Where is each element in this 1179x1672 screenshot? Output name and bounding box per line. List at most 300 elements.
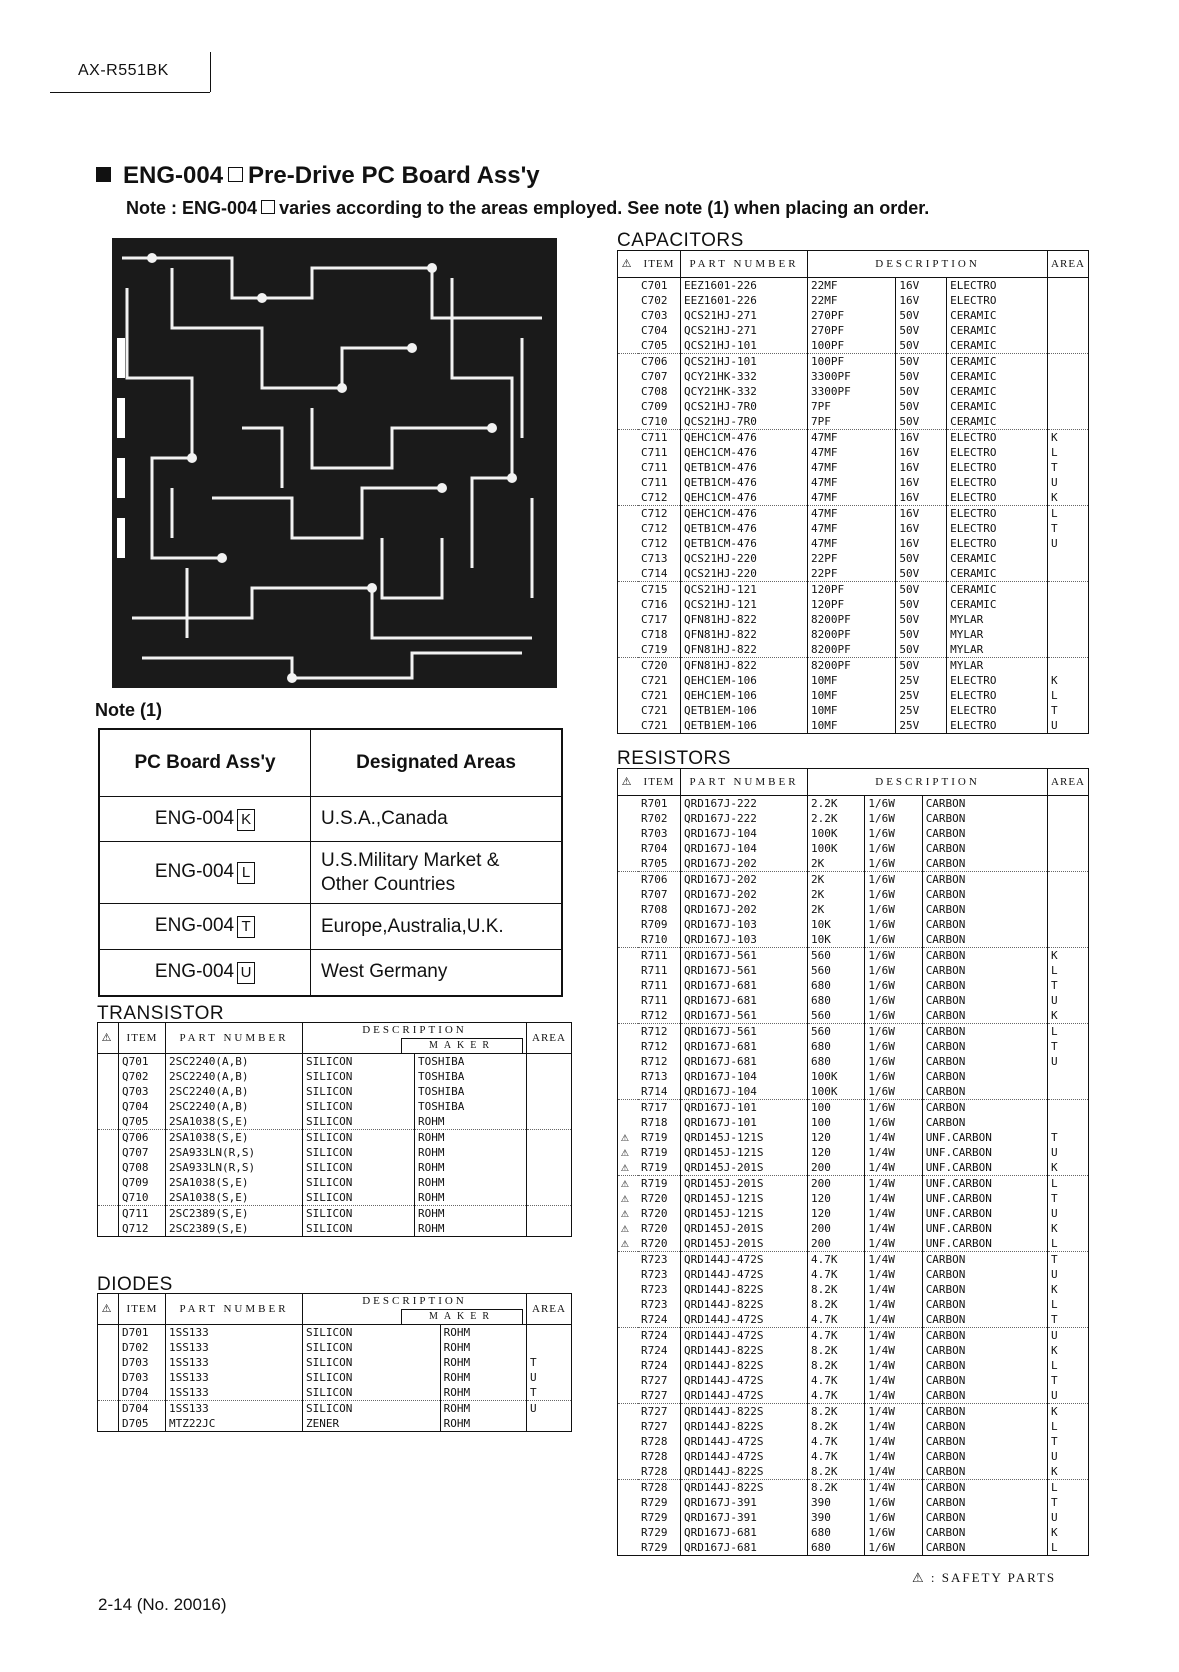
table-cell [527,1130,572,1146]
table-cell: QRD145J-201S [681,1221,808,1236]
table-cell: QEHC1EM-106 [681,688,808,703]
safety-mark [618,917,639,932]
table-cell: C707 [641,370,668,383]
table-cell: QCS21HJ-271 [681,308,808,323]
table-row [618,430,1089,446]
table-cell: ROHM [415,1190,527,1206]
table-cell: ELECTRO [947,673,1048,688]
table-row [618,1236,1089,1252]
table-cell: CARBON [922,1282,1047,1297]
table-cell: R712 [641,1040,668,1053]
table-row [618,338,1089,354]
table-row [618,627,1089,642]
table-cell: CARBON [922,1388,1047,1404]
table-cell: ELECTRO [947,536,1048,551]
table-cell: R729 [641,1496,668,1509]
table-cell: 120 [808,1191,865,1206]
table-cell: 50V [896,308,947,323]
table-cell [1048,612,1089,627]
table-cell: 2.2K [808,796,865,812]
table-cell: EEZ1601-226 [681,293,808,308]
table-cell: L [1048,445,1089,460]
table-cell: CARBON [922,1100,1047,1116]
table-cell: R712 [641,1055,668,1068]
table-cell [527,1099,572,1114]
table-cell: Q701 [119,1054,166,1070]
table-cell: 1/6W [865,811,922,826]
table-cell: QRD167J-391 [681,1495,808,1510]
table-cell: 1/6W [865,1039,922,1054]
table-row [618,811,1089,826]
table-cell: QRD167J-222 [681,811,808,826]
table-cell: ROHM [415,1160,527,1175]
table-cell: 1/6W [865,1525,922,1540]
table-cell: CERAMIC [947,582,1048,598]
table-cell [1048,856,1089,872]
table-row [618,688,1089,703]
table-cell: ROHM [415,1130,527,1146]
table-cell: 1/4W [865,1404,922,1420]
table-cell: QRD144J-822S [681,1358,808,1373]
table-cell: 2K [808,856,865,872]
safety-mark [618,1449,639,1464]
safety-mark [98,1355,119,1370]
table-row [618,963,1089,978]
table-cell: QFN81HJ-822 [681,642,808,658]
table-cell: QRD167J-101 [681,1115,808,1130]
table-row [618,445,1089,460]
table-cell: R724 [641,1329,668,1342]
table-cell: 2SC2240(A,B) [166,1054,303,1070]
table-cell: ELECTRO [947,506,1048,522]
table-row [618,1297,1089,1312]
table-row [618,521,1089,536]
safety-mark [98,1416,119,1432]
table-cell: QCS21HJ-121 [681,597,808,612]
diodes-title: DIODES [97,1274,173,1295]
table-cell [1048,902,1089,917]
table-cell: 4.7K [808,1373,865,1388]
table-cell: 8.2K [808,1480,865,1496]
table-cell: QRD167J-681 [681,1525,808,1540]
table-cell: CARBON [922,902,1047,917]
safety-mark [618,993,639,1008]
table-cell: C717 [641,613,668,626]
table-cell: 100PF [808,354,896,370]
safety-mark [618,475,639,490]
table-cell: QETB1CM-476 [681,475,808,490]
table-cell: UNF.CARBON [922,1221,1047,1236]
table-cell [1048,582,1089,598]
table-cell: SILICON [303,1160,415,1175]
table-row [98,1099,572,1114]
table-cell: UNF.CARBON [922,1130,1047,1145]
safety-mark [98,1401,119,1417]
table-cell: SILICON [303,1206,415,1222]
table-cell: C715 [641,583,668,596]
table-cell: D704 [119,1385,166,1401]
safety-mark [98,1385,119,1401]
table-cell: 1/6W [865,1540,922,1556]
safety-mark [98,1370,119,1385]
safety-mark [618,1252,639,1268]
table-cell: 1/4W [865,1343,922,1358]
table-cell: 2SC2240(A,B) [166,1084,303,1099]
table-cell: TOSHIBA [415,1099,527,1114]
safety-mark [618,811,639,826]
table-cell: R729 [641,1526,668,1539]
table-row [618,1054,1089,1069]
table-cell: CERAMIC [947,566,1048,582]
table-cell: 1/4W [865,1449,922,1464]
table-cell: ELECTRO [947,460,1048,475]
table-cell: CARBON [922,1495,1047,1510]
safety-mark [618,1525,639,1540]
safety-mark: ⚠ [621,1191,629,1206]
table-cell: 8.2K [808,1282,865,1297]
table-row [618,718,1089,734]
table-cell: 10K [808,917,865,932]
table-cell: QRD144J-822S [681,1297,808,1312]
table-cell: C711 [641,461,668,474]
safety-mark [618,597,639,612]
table-cell: C711 [641,431,668,444]
table-cell: UNF.CARBON [922,1145,1047,1160]
table-cell: CERAMIC [947,323,1048,338]
table-row [98,1221,572,1237]
table-row [618,1100,1089,1116]
safety-mark [618,872,639,888]
table-cell: C721 [641,704,668,717]
table-cell: 200 [808,1221,865,1236]
table-cell: ROHM [440,1325,526,1341]
table-cell: 680 [808,978,865,993]
table-cell: C714 [638,566,681,582]
table-cell: T [1048,1130,1089,1145]
table-cell: CARBON [922,1054,1047,1069]
table-cell: QCY21HK-332 [681,369,808,384]
table-cell: CARBON [922,1373,1047,1388]
area-row: ENG-004 L U.S.Military Market & Other Countries [99,842,562,904]
table-row [618,1252,1089,1268]
table-cell: 10K [808,932,865,948]
table-cell: UNF.CARBON [922,1191,1047,1206]
table-row [618,703,1089,718]
bullet-square-icon [96,167,111,182]
table-cell: D701 [119,1325,166,1341]
table-cell: ROHM [415,1145,527,1160]
table-cell: 8.2K [808,1358,865,1373]
table-cell: R719 [641,1177,668,1190]
table-cell: ELECTRO [947,703,1048,718]
table-cell: 2K [808,887,865,902]
table-cell [527,1069,572,1084]
table-cell: SILICON [303,1325,441,1341]
table-row [618,993,1089,1008]
table-row [618,1510,1089,1525]
table-cell: QFN81HJ-822 [681,627,808,642]
table-cell: 1/6W [865,978,922,993]
table-cell: Q711 [119,1206,166,1222]
table-cell: C712 [641,507,668,520]
table-cell: L [1048,1176,1089,1192]
safety-mark [98,1175,119,1190]
table-cell: C702 [641,294,668,307]
table-row [618,1404,1089,1420]
table-cell: C720 [641,659,668,672]
table-cell: 50V [896,369,947,384]
resistors-table [617,768,1089,1556]
table-cell [1048,399,1089,414]
table-cell: 100 [808,1115,865,1130]
table-cell: QCS21HJ-101 [681,338,808,354]
safety-mark [618,551,639,566]
table-row [618,1388,1089,1404]
table-row [618,1069,1089,1084]
transistor-title: TRANSISTOR [97,1003,225,1024]
table-cell: QRD167J-104 [681,1069,808,1084]
safety-mark [618,1404,639,1420]
table-cell: 120 [808,1145,865,1160]
table-cell: CARBON [922,1312,1047,1328]
table-cell: R711 [641,964,668,977]
table-cell: R728 [641,1435,668,1448]
table-row [618,796,1089,812]
table-cell [1048,642,1089,658]
table-cell: QRD167J-101 [681,1100,808,1116]
table-cell: QRD167J-681 [681,978,808,993]
table-cell [1048,1115,1089,1130]
table-cell: QEHC1EM-106 [681,673,808,688]
safety-mark [618,796,639,812]
table-cell [1048,308,1089,323]
table-cell [1048,932,1089,948]
table-cell: 1/4W [865,1297,922,1312]
table-row [618,414,1089,430]
table-cell: R720 [638,1236,681,1252]
table-cell: 1/6W [865,948,922,964]
table-cell: QRD144J-822S [681,1282,808,1297]
table-cell: 25V [896,718,947,734]
table-row [618,460,1089,475]
table-cell: ELECTRO [947,521,1048,536]
table-cell: 16V [896,506,947,522]
table-cell: T [1048,1039,1089,1054]
table-cell: QRD144J-822S [681,1480,808,1496]
table-cell: Q703 [119,1084,166,1099]
table-cell: R728 [641,1450,668,1463]
table-cell: 3300PF [808,384,896,399]
table-row [618,1130,1089,1145]
table-cell: UNF.CARBON [922,1176,1047,1192]
safety-mark [98,1145,119,1160]
table-cell: QRD167J-202 [681,902,808,917]
safety-mark [618,658,639,674]
table-cell: R712 [641,1025,668,1038]
table-cell: QEHC1CM-476 [681,430,808,446]
table-cell: CARBON [922,978,1047,993]
table-cell: 47MF [808,506,896,522]
table-cell: 4.7K [808,1449,865,1464]
table-row [618,1525,1089,1540]
table-cell: 1SS133 [166,1370,303,1385]
table-row [98,1206,572,1222]
table-cell: R719 [638,1160,681,1176]
table-cell: CERAMIC [947,597,1048,612]
safety-mark [618,399,639,414]
table-cell: CARBON [922,1480,1047,1496]
table-cell: 7PF [808,399,896,414]
table-cell: CARBON [922,1039,1047,1054]
table-cell: SILICON [303,1175,415,1190]
table-cell: CARBON [922,1328,1047,1344]
safety-mark [618,1343,639,1358]
table-cell: 390 [808,1495,865,1510]
safety-mark [618,1297,639,1312]
table-row [618,490,1089,506]
table-cell: 390 [808,1510,865,1525]
table-cell: 4.7K [808,1252,865,1268]
table-cell: C704 [641,324,668,337]
table-cell: 1/6W [865,1510,922,1525]
table-cell: CARBON [922,887,1047,902]
table-row [98,1054,572,1070]
table-cell [527,1160,572,1175]
table-cell: R711 [641,994,668,1007]
table-cell: SILICON [303,1114,415,1130]
table-cell: C701 [641,279,668,292]
table-row [618,384,1089,399]
table-row [618,323,1089,338]
safety-mark [618,1054,639,1069]
table-row [618,1464,1089,1480]
table-cell: TOSHIBA [415,1054,527,1070]
safety-mark [618,521,639,536]
table-row [98,1370,572,1385]
table-cell: 50V [896,582,947,598]
table-cell: 2K [808,902,865,917]
table-cell: QEHC1CM-476 [681,490,808,506]
table-cell: L [1048,1236,1089,1252]
table-cell: QRD144J-472S [681,1252,808,1268]
table-cell: C711 [641,446,668,459]
table-cell: CARBON [922,932,1047,948]
table-cell: 2SA1038(S,E) [166,1175,303,1190]
table-cell: R710 [638,932,681,948]
safety-mark [618,856,639,872]
table-cell: 50V [896,658,947,674]
table-cell: L [1048,1358,1089,1373]
safety-mark [618,384,639,399]
table-cell: D705 [119,1416,166,1432]
table-cell: 1/4W [865,1358,922,1373]
table-cell: QRD167J-561 [681,948,808,964]
table-cell: QCS21HJ-7R0 [681,399,808,414]
table-cell: R709 [641,918,668,931]
table-cell [1048,293,1089,308]
table-cell: QETB1CM-476 [681,536,808,551]
table-cell: R720 [641,1192,668,1205]
table-cell: D703 [119,1355,166,1370]
table-cell: ELECTRO [947,430,1048,446]
table-cell: SILICON [303,1370,441,1385]
table-cell: L [1048,1480,1089,1496]
table-cell: MYLAR [947,627,1048,642]
table-cell: CARBON [922,1115,1047,1130]
table-cell: 25V [896,703,947,718]
table-cell: QRD144J-472S [681,1373,808,1388]
table-row [618,475,1089,490]
table-cell: QRD167J-104 [681,826,808,841]
table-cell: CARBON [922,1084,1047,1100]
table-cell: 4.7K [808,1312,865,1328]
table-cell: QCS21HJ-101 [681,354,808,370]
table-row [618,642,1089,658]
table-cell: 120 [808,1130,865,1145]
table-cell: 1/6W [865,993,922,1008]
table-cell: K [1048,948,1089,964]
table-cell: K [1048,673,1089,688]
table-cell: SILICON [303,1130,415,1146]
table-cell: 1/4W [865,1312,922,1328]
table-cell: QCY21HK-332 [681,384,808,399]
table-cell: 1/4W [865,1130,922,1145]
model-number: AX-R551BK [78,62,169,79]
table-cell: 270PF [808,308,896,323]
table-cell: CARBON [922,1343,1047,1358]
table-cell: CARBON [922,1540,1047,1556]
areas-header-row [99,729,562,797]
header-rule [50,92,210,93]
table-cell: 7PF [808,414,896,430]
table-cell: CARBON [922,1252,1047,1268]
table-cell: ELECTRO [947,475,1048,490]
safety-mark [618,841,639,856]
safety-mark [618,688,639,703]
table-cell: CERAMIC [947,384,1048,399]
table-cell: D702 [119,1340,166,1355]
table-cell: R704 [641,842,668,855]
table-cell: 2SC2240(A,B) [166,1099,303,1114]
table-cell: C713 [641,552,668,565]
table-cell: 100K [808,1069,865,1084]
table-cell: 47MF [808,475,896,490]
table-cell: UNF.CARBON [922,1160,1047,1176]
table-cell: Q706 [119,1130,166,1146]
table-cell: 200 [808,1160,865,1176]
safety-mark [618,354,639,370]
header-bar [210,52,211,92]
table-cell: 100K [808,841,865,856]
table-cell: 1/4W [865,1176,922,1192]
table-cell: QRD145J-121S [681,1130,808,1145]
table-row [618,1176,1089,1192]
table-cell: C703 [641,309,668,322]
safety-mark [618,1312,639,1328]
table-cell: SILICON [303,1385,441,1401]
table-cell: 1/6W [865,1008,922,1024]
table-cell: T [1048,1191,1089,1206]
table-row [98,1145,572,1160]
area-box-icon [261,200,275,214]
table-cell: 50V [896,414,947,430]
table-row [98,1385,572,1401]
table-cell [527,1340,572,1355]
table-cell: Q705 [119,1114,166,1130]
table-cell: ELECTRO [947,278,1048,294]
safety-mark: ⚠ [621,1130,629,1145]
table-cell: 1/6W [865,872,922,888]
